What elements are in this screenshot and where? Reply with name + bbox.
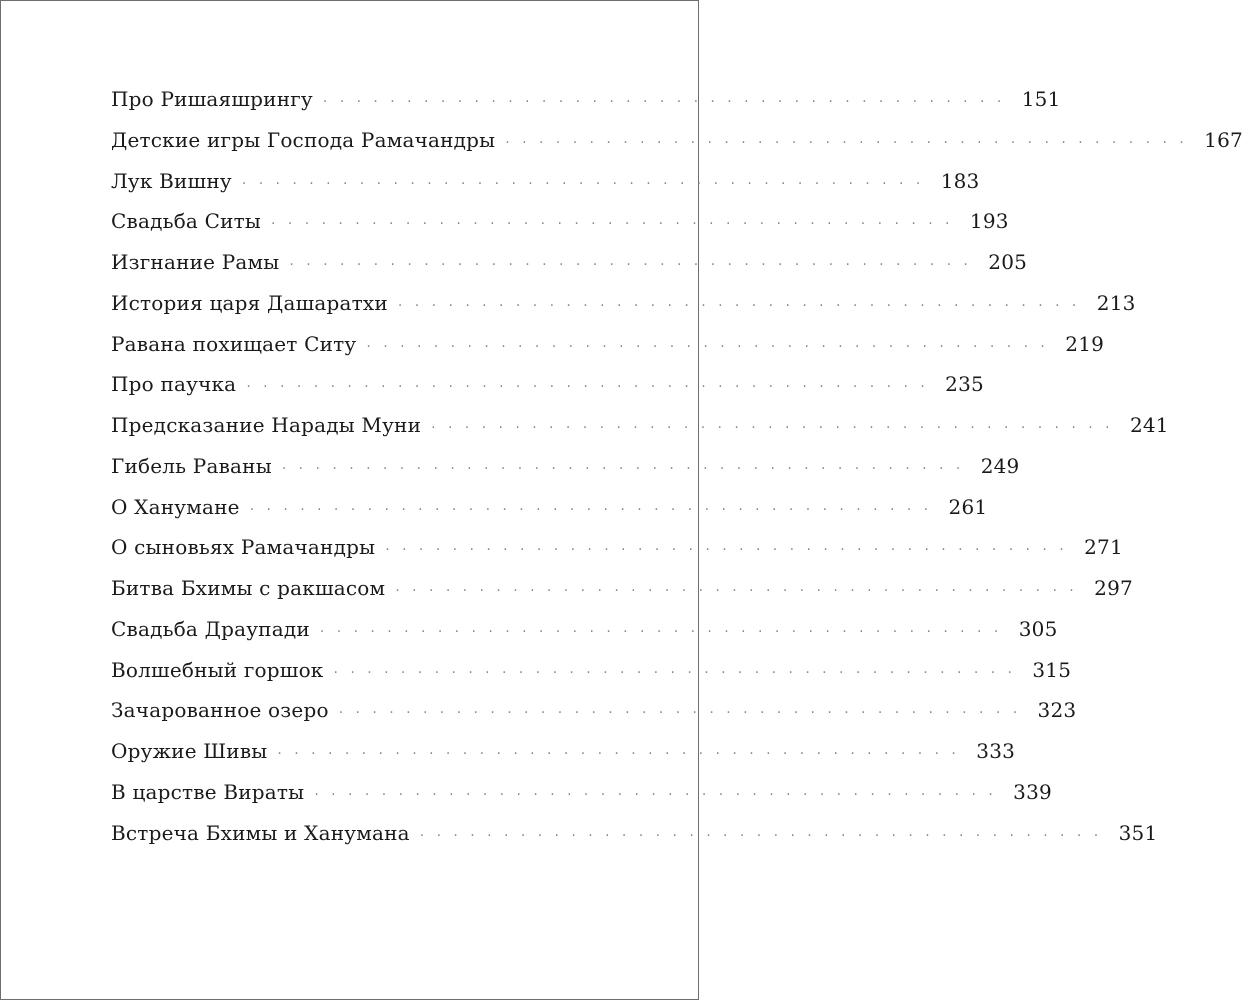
dot-leader: ········································· [419, 827, 1111, 844]
dot-leader: ········································· [289, 257, 981, 273]
toc-entry-title: История царя Дашаратхи [111, 290, 388, 315]
toc-entry [111, 372, 984, 413]
dot-leader: ········································· [319, 623, 1011, 640]
toc-entry-title: Лук Вишну [111, 168, 232, 193]
toc-entry-page: 213 [1096, 290, 1136, 315]
toc-entry-page: 219 [1065, 331, 1105, 356]
toc-entry-page: 183 [940, 168, 980, 193]
dot-leader: ········································· [281, 460, 973, 477]
dot-leader: ········································· [366, 338, 1058, 355]
toc-entry-page: 339 [1013, 779, 1052, 804]
toc-entry [111, 290, 1136, 332]
toc-entry [111, 820, 1158, 862]
toc-entry [111, 209, 1009, 250]
dot-leader: ········································· [249, 501, 941, 518]
dot-leader: ········································· [395, 583, 1087, 599]
toc-entry [111, 616, 1058, 658]
dot-leader: ········································· [338, 705, 1030, 722]
dot-leader: ········································· [241, 175, 933, 192]
toc-entry-page: 333 [976, 739, 1016, 763]
toc-entry-title: Равана похищает Ситу [111, 331, 357, 356]
toc-entry-title: Про Ришаяшрингу [111, 87, 313, 111]
toc-entry [111, 413, 1169, 454]
toc-entry-page: 241 [1129, 413, 1169, 437]
toc-entry-title: Изгнание Рамы [111, 250, 280, 274]
dot-leader: ········································· [314, 786, 1006, 803]
toc-entry [111, 576, 1133, 617]
dot-leader: ········································· [385, 542, 1077, 559]
toc-entry-page: 271 [1084, 535, 1123, 560]
toc-entry [111, 739, 1016, 780]
toc-entry [111, 657, 1072, 699]
toc-entry-title: Свадьба Ситы [111, 209, 262, 234]
toc-entry-page: 315 [1032, 657, 1072, 682]
toc-entry [111, 494, 988, 536]
dot-leader: ········································· [246, 379, 938, 396]
toc-entry [111, 87, 1061, 128]
toc-entry [111, 331, 1105, 373]
toc-entry-title: О Ханумане [111, 494, 240, 519]
dot-leader: ········································· [431, 420, 1122, 436]
toc-entry-title: Гибель Раваны [111, 453, 272, 478]
dot-leader: ········································· [271, 216, 962, 233]
toc-entry-page: 305 [1018, 616, 1058, 641]
toc-entry [111, 535, 1123, 576]
toc-entry-title: Зачарованное озеро [111, 698, 329, 723]
toc-entry-page: 235 [945, 372, 984, 397]
toc-entry-title: О сыновьях Рамачандры [111, 535, 376, 560]
toc-entry-title: Про паучка [111, 372, 237, 397]
toc-entry [111, 250, 1028, 291]
dot-leader: ········································· [505, 134, 1197, 151]
toc-entry-page: 167 [1204, 127, 1243, 152]
toc-entry-page: 323 [1037, 698, 1077, 723]
toc-entry-title: Детские игры Господа Рамачандры [111, 127, 496, 152]
toc-entry-title: Битва Бхимы с ракшасом [111, 576, 386, 600]
toc-entry-page: 151 [1021, 87, 1061, 111]
toc-entry-title: Оружие Шивы [111, 739, 268, 763]
toc-entry-title: Встреча Бхимы и Ханумана [111, 820, 410, 845]
toc-entry [111, 698, 1077, 739]
toc-entry-page: 297 [1094, 576, 1133, 600]
table-of-contents [111, 87, 1243, 861]
dot-leader: ········································· [397, 297, 1089, 314]
dot-leader: ········································· [322, 94, 1014, 110]
toc-entry [111, 453, 1020, 495]
toc-entry [111, 168, 980, 210]
toc-entry-page: 205 [988, 250, 1028, 274]
toc-entry-title: Волшебный горшок [111, 657, 324, 682]
toc-entry [111, 127, 1243, 169]
dot-leader: ········································· [333, 664, 1025, 681]
toc-entry-page: 261 [948, 494, 988, 519]
toc-entry-page: 193 [969, 209, 1009, 234]
toc-entry-title: Свадьба Драупади [111, 616, 310, 641]
toc-entry-title: В царстве Вираты [111, 779, 305, 804]
toc-entry-title: Предсказание Нарады Муни [111, 413, 422, 437]
toc-entry-page: 249 [980, 453, 1020, 478]
toc-entry [111, 779, 1052, 821]
toc-entry-page: 351 [1118, 820, 1158, 845]
dot-leader: ········································· [277, 746, 969, 762]
